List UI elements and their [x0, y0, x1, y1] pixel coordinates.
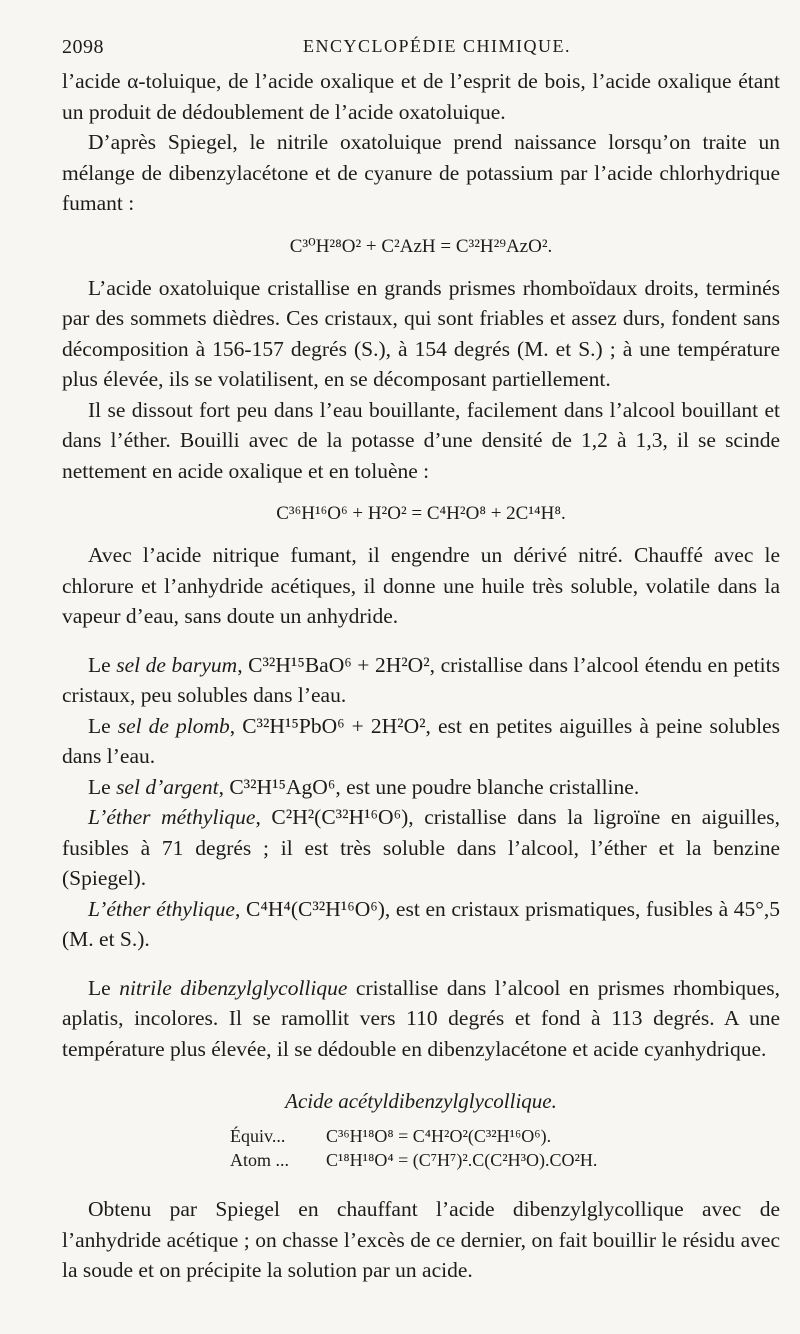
formula-nitrile: C³⁰H²⁸O² + C²AzH = C³²H²⁹AzO². [289, 235, 553, 257]
paragraph-continuation: l’acide α-toluique, de l’acide oxalique et de l’esprit de bois, l’acide oxalique étant un produit de dédoublement de l’acide oxatoluique. [62, 69, 780, 124]
paragraph-methyl-ether: L’éther méthylique, C²H²(C³²H¹⁶O⁶), cristallise dans la ligroïne en aiguilles, fusibles à 71 degrés ; il est très soluble dans l’alcool, l’éther et la benzine (Spiegel). [62, 805, 780, 890]
paragraph-preparation: Obtenu par Spiegel en chauffant l’acide dibenzylglycollique avec de l’anhydride acétique ; on chasse l’excès de ce dernier, on fait bouillir le résidu avec la soude et on précipite la solution par un acide. [62, 1197, 780, 1282]
page-header [62, 36, 752, 64]
page-number: 2098 [62, 36, 104, 58]
paragraph-spiegel-nitrile: D’après Spiegel, le nitrile oxatoluique prend naissance lorsqu’on traite un mélange de dibenzylacétone et de cyanure de potassium par l’acide chlorhydrique fumant : [62, 130, 780, 215]
formula-equiv-row [62, 1124, 780, 1148]
term-ethyl-ether: L’éther éthylique [88, 896, 235, 921]
running-title: ENCYCLOPÉDIE CHIMIQUE. [303, 36, 571, 56]
paragraph-crystallization: L’acide oxatoluique cristallise en grands prismes rhomboïdaux droits, terminés par des sommets dièdres. Ces cristaux, qui sont friables et assez durs, fondent sans décomposition à 156-157 degrés (S.), à 154 degrés (M. et S.) ; à une température plus élevée, ils se volatilisent, en se décomposant partiellement. [62, 275, 780, 391]
term-lead-salt: sel de plomb [117, 713, 230, 738]
page-body [62, 66, 780, 1286]
paragraph-silver-salt: Le sel d’argent, C³²H¹⁵AgO⁶, est une poudre blanche cristalline. [88, 774, 640, 799]
formula-atom-row [62, 1148, 780, 1172]
term-dibenzylglycollic-nitrile: nitrile dibenzylglycollique [119, 975, 348, 1000]
term-silver-salt: sel d’argent [116, 774, 219, 799]
paragraph-solubility: Il se dissout fort peu dans l’eau bouillante, facilement dans l’alcool bouillant et dans l’éther. Bouilli avec de la potasse d’une densité de 1,2 à 1,3, il se scinde nettement en acide oxalique et en toluène : [62, 397, 780, 483]
paragraph-dibenzylglycollic-nitrile: Le nitrile dibenzylglycollique cristallise dans l’alcool en prismes rhombiques, aplatis, incolores. Il se ramollit vers 110 degrés et fond à 113 degrés. A une température plus élevée, il se dédouble en dibenzylacétone et acide cyanhydrique. [62, 975, 780, 1061]
formula-block [62, 1124, 780, 1172]
paragraph-nitric-acid: Avec l’acide nitrique fumant, il engendre un dérivé nitré. Chauffé avec le chlorure et l’anhydride acétiques, il donne une huile très soluble, volatile dans la vapeur d’eau, sans doute un anhydride. [62, 543, 780, 628]
equiv-formula: C³⁶H¹⁸O⁸ = C⁴H²O²(C³²H¹⁶O⁶). [326, 1126, 552, 1146]
formula-toluene-split: C³⁶H¹⁶O⁶ + H²O² = C⁴H²O⁸ + 2C¹⁴H⁸. [276, 503, 566, 524]
paragraph-lead-salt: Le sel de plomb, C³²H¹⁵PbO⁶ + 2H²O², est en petites aiguilles à peine solubles dans l’eau. [62, 713, 780, 768]
paragraph-ethyl-ether: L’éther éthylique, C⁴H⁴(C³²H¹⁶O⁶), est en cristaux prismatiques, fusibles à 45°,5 (M. et S.). [62, 896, 780, 951]
equiv-label: Équiv... [230, 1126, 286, 1146]
term-barium-salt: sel de baryum [116, 652, 238, 677]
term-methyl-ether: L’éther méthylique [88, 805, 256, 829]
paragraph-barium-salt: Le sel de baryum, C³²H¹⁵BaO⁶ + 2H²O², cristallise dans l’alcool étendu en petits cristaux, peu solubles dans l’eau. [62, 652, 780, 707]
section-title: Acide acétyldibenzylglycollique. [285, 1089, 557, 1113]
atom-label: Atom ... [230, 1150, 290, 1170]
atom-formula: C¹⁸H¹⁸O⁴ = (C⁷H⁷)².C(C²H³O).CO²H. [326, 1150, 598, 1170]
